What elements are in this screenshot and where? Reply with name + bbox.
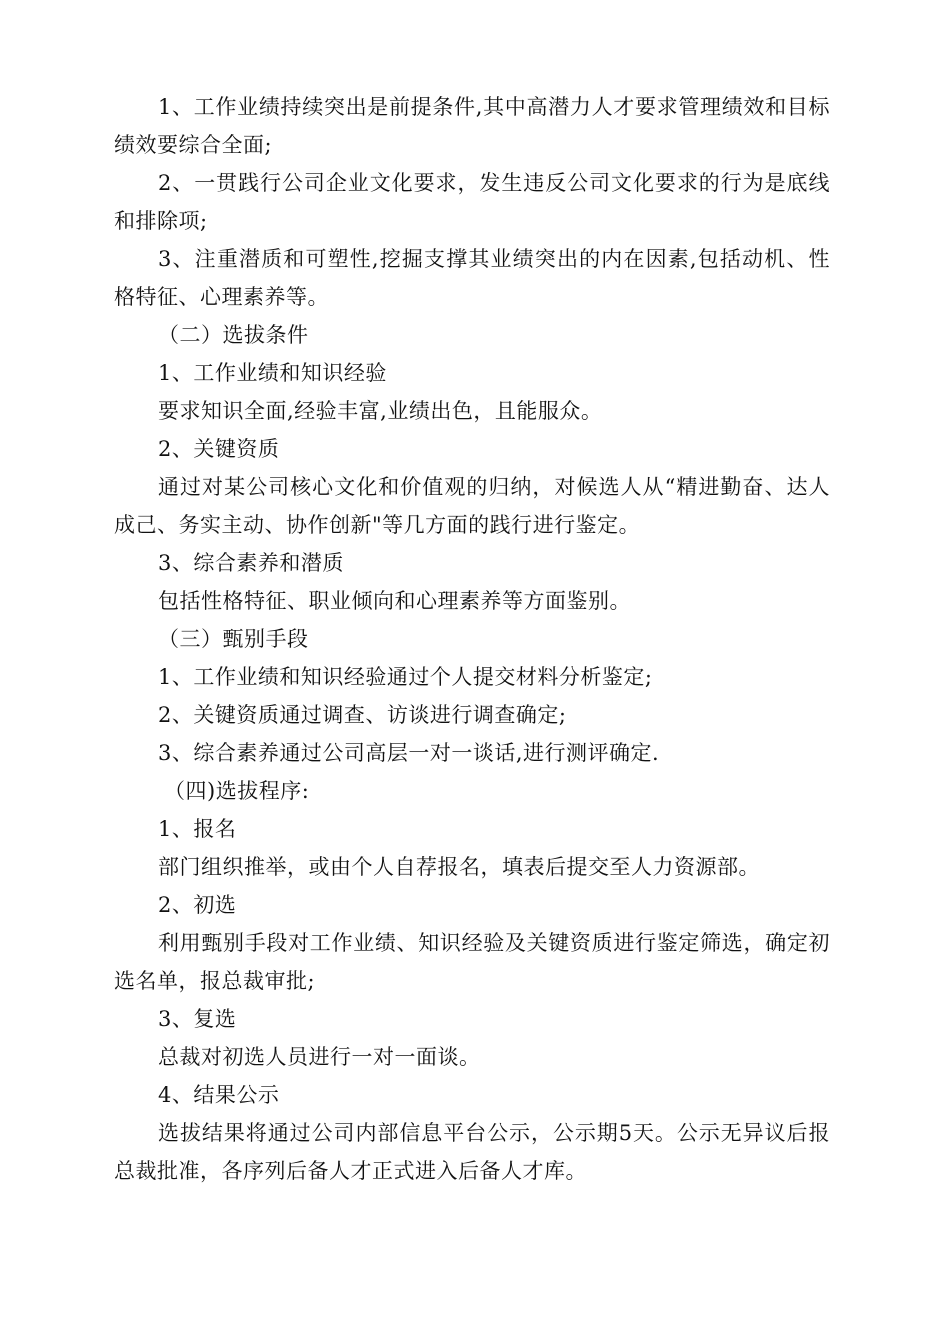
subheading-key-qualities: 2、关键资质 bbox=[158, 437, 280, 461]
paragraph-key-qualities: 通过对某公司核心文化和价值观的归纳，对候选人从“精进勤奋、达人成己、务实主动、协作创新"等几方面的践行进行鉴定。 bbox=[114, 475, 830, 537]
section-heading-screening-methods: （三）甄别手段 bbox=[158, 627, 309, 651]
section-heading-selection-conditions: （二）选拔条件 bbox=[158, 323, 309, 347]
paragraph-result-publication: 选拔结果将通过公司内部信息平台公示，公示期5天。公示无异议后报总裁批准，各序列后备人才正式进入后备人才库。 bbox=[114, 1121, 830, 1183]
paragraph-re-selection: 总裁对初选人员进行一对一面谈。 bbox=[158, 1045, 481, 1069]
paragraph-comprehensive-qualities: 包括性格特征、职业倾向和心理素养等方面鉴别。 bbox=[158, 589, 631, 613]
paragraph-screening-3: 3、综合素养通过公司高层一对一谈话,进行测评确定. bbox=[158, 741, 660, 765]
paragraph-registration: 部门组织推举，或由个人自荐报名，填表后提交至人力资源部。 bbox=[158, 855, 760, 879]
subheading-registration: 1、报名 bbox=[158, 817, 237, 841]
subheading-re-selection: 3、复选 bbox=[158, 1007, 237, 1031]
paragraph-preliminary-selection: 利用甄别手段对工作业绩、知识经验及关键资质进行鉴定筛选，确定初选名单，报总裁审批; bbox=[114, 931, 830, 993]
paragraph-screening-2: 2、关键资质通过调查、访谈进行调查确定; bbox=[158, 703, 567, 727]
subheading-comprehensive-qualities: 3、综合素养和潜质 bbox=[158, 551, 344, 575]
paragraph-criteria-2: 2、一贯践行公司企业文化要求，发生违反公司文化要求的行为是底线和排除项; bbox=[114, 171, 830, 233]
paragraph-performance-knowledge: 要求知识全面,经验丰富,业绩出色，且能服众。 bbox=[158, 399, 603, 423]
subheading-result-publication: 4、结果公示 bbox=[158, 1083, 280, 1107]
paragraph-criteria-3: 3、注重潜质和可塑性,挖掘支撑其业绩突出的内在因素,包括动机、性格特征、心理素养等。 bbox=[114, 247, 830, 309]
document-body bbox=[114, 88, 830, 1190]
paragraph-criteria-1: 1、工作业绩持续突出是前提条件,其中高潜力人才要求管理绩效和目标绩效要综合全面; bbox=[114, 95, 830, 157]
section-heading-selection-procedure: （四)选拔程序: bbox=[164, 779, 310, 803]
paragraph-screening-1: 1、工作业绩和知识经验通过个人提交材料分析鉴定; bbox=[158, 665, 653, 689]
subheading-performance-knowledge: 1、工作业绩和知识经验 bbox=[158, 361, 387, 385]
subheading-preliminary-selection: 2、初选 bbox=[158, 893, 237, 917]
